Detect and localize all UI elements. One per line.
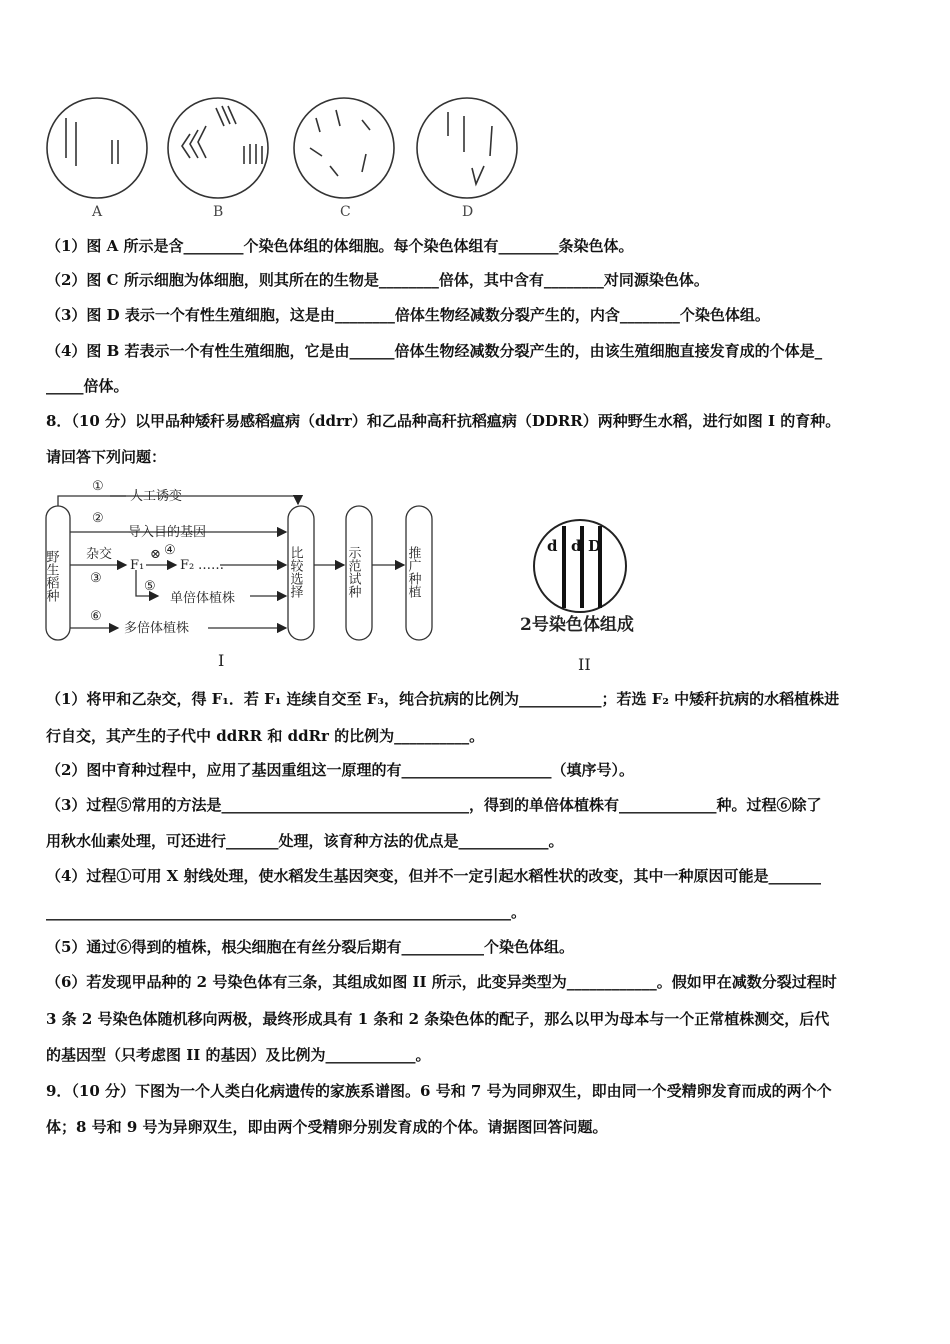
q8-s1-line1: （1）将甲和乙杂交，得 F₁．若 F₁ 连续自交至 F₃，纯合抗病的比例为___________；若选 F₂ 中矮秆抗病的水稻植株进 xyxy=(46,690,840,708)
step2-number: ② xyxy=(92,511,104,526)
chromosome-cells-figure xyxy=(40,96,530,224)
q8-s6-line2: 3 条 2 号染色体随机移向两极，最终形成具有 1 条和 2 条染色体的配子，那么以甲为母本与一个正常植株测交，后代 xyxy=(46,1010,830,1028)
q9-line2: 体；8 号和 9 号为异卵双生，即由两个受精卵分别发育成的个体。请据图回答问题。 xyxy=(46,1118,608,1136)
q7-part1: （1）图 A 所示是含________个染色体组的体细胞。每个染色体组有________条染色体。 xyxy=(46,237,634,255)
breeding-diagram xyxy=(40,472,460,672)
q7-part4-line1: （4）图 B 若表示一个有性生殖细胞，它是由______倍体生物经减数分裂产生的，由该生殖细胞直接发育成的个体是_ xyxy=(46,342,823,360)
step2-label: 导入目的基因 xyxy=(128,525,207,540)
step5-label: 单倍体植株 xyxy=(170,591,236,606)
cell-d xyxy=(417,98,517,198)
q8-s4-line1: （4）过程①可用 X 射线处理，使水稻发生基因突变，但并不一定引起水稻性状的改变，其中一种原因可能是_______ xyxy=(46,867,822,885)
demo-label: 示范试种 xyxy=(345,546,361,598)
q8-s2: （2）图中育种过程中，应用了基因重组这一原理的有____________________（填序号）。 xyxy=(46,761,634,779)
q8-s6-line1: （6）若发现甲品种的 2 号染色体有三条，其组成如图 II 所示，此变异类型为____________。假如甲在减数分裂过程时 xyxy=(46,973,837,991)
step1-label: 人工诱变 xyxy=(130,489,183,504)
compare-label: 比较选择 xyxy=(287,546,303,598)
promote-label: 推广种植 xyxy=(405,546,421,598)
f1-label: F₁ xyxy=(130,558,145,573)
cell-a xyxy=(47,98,147,198)
step3-number: ③ xyxy=(90,571,102,586)
q8-s3-line1: （3）过程⑤常用的方法是_________________________________，得到的单倍体植株有_____________种。过程⑥除了 xyxy=(46,796,822,814)
gene-3: D xyxy=(588,537,602,555)
cell-label-a: A xyxy=(92,204,103,220)
fig2-caption: II xyxy=(578,655,591,674)
f2-label: F₂ xyxy=(180,558,195,573)
q8-s3-line2: 用秋水仙素处理，可还进行_______处理，该育种方法的优点是____________。 xyxy=(46,832,564,850)
q7-part4-line2: _____倍体。 xyxy=(46,377,129,395)
wild-rice-label: 野生稻种 xyxy=(43,550,59,602)
gene-1: d xyxy=(547,537,558,555)
diagram-caption-i: I xyxy=(218,651,225,670)
cell-label-c: C xyxy=(340,204,351,220)
cell-label-d: D xyxy=(462,204,474,220)
q7-part2: （2）图 C 所示细胞为体细胞，则其所在的生物是________倍体，其中含有________对同源染色体。 xyxy=(46,271,709,289)
q8-s6-line3: 的基因型（只考虑图 II 的基因）及比例为____________。 xyxy=(46,1046,431,1064)
chromosome-2-figure xyxy=(500,508,670,676)
step4-number: ④ xyxy=(164,543,176,558)
q8-intro-line1: 8．（10 分）以甲品种矮秆易感稻瘟病（ddrr）和乙品种高秆抗稻瘟病（DDRR）两种野生水稻，进行如图 I 的育种。 xyxy=(46,412,841,430)
q9-line1: 9．（10 分）下图为一个人类白化病遗传的家族系谱图。6 号和 7 号为同卵双生，即由同一个受精卵发育而成的两个个 xyxy=(46,1082,832,1100)
fig2-title: 2号染色体组成 xyxy=(520,615,634,635)
q8-s5: （5）通过⑥得到的植株，根尖细胞在有丝分裂后期有___________个染色体组。 xyxy=(46,938,574,956)
step1-number: ① xyxy=(92,479,104,494)
q8-s4-line2: ______________________________________________________________。 xyxy=(46,903,527,921)
cross-label: 杂交 xyxy=(86,547,113,562)
cell-c xyxy=(294,98,394,198)
q8-s1-line2: 行自交，其产生的子代中 ddRR 和 ddRr 的比例为__________。 xyxy=(46,727,485,745)
self-cross-symbol: ⊗ xyxy=(150,547,161,562)
q7-part3: （3）图 D 表示一个有性生殖细胞，这是由________倍体生物经减数分裂产生的，内含________个染色体组。 xyxy=(46,306,770,324)
step5-number: ⑤ xyxy=(144,579,156,594)
gene-2: d xyxy=(571,537,582,555)
ellipsis: …… xyxy=(198,558,224,573)
cell-label-b: B xyxy=(213,204,224,220)
q8-intro-line2: 请回答下列问题： xyxy=(46,448,167,466)
step6-number: ⑥ xyxy=(90,609,102,624)
step6-label: 多倍体植株 xyxy=(124,621,190,636)
